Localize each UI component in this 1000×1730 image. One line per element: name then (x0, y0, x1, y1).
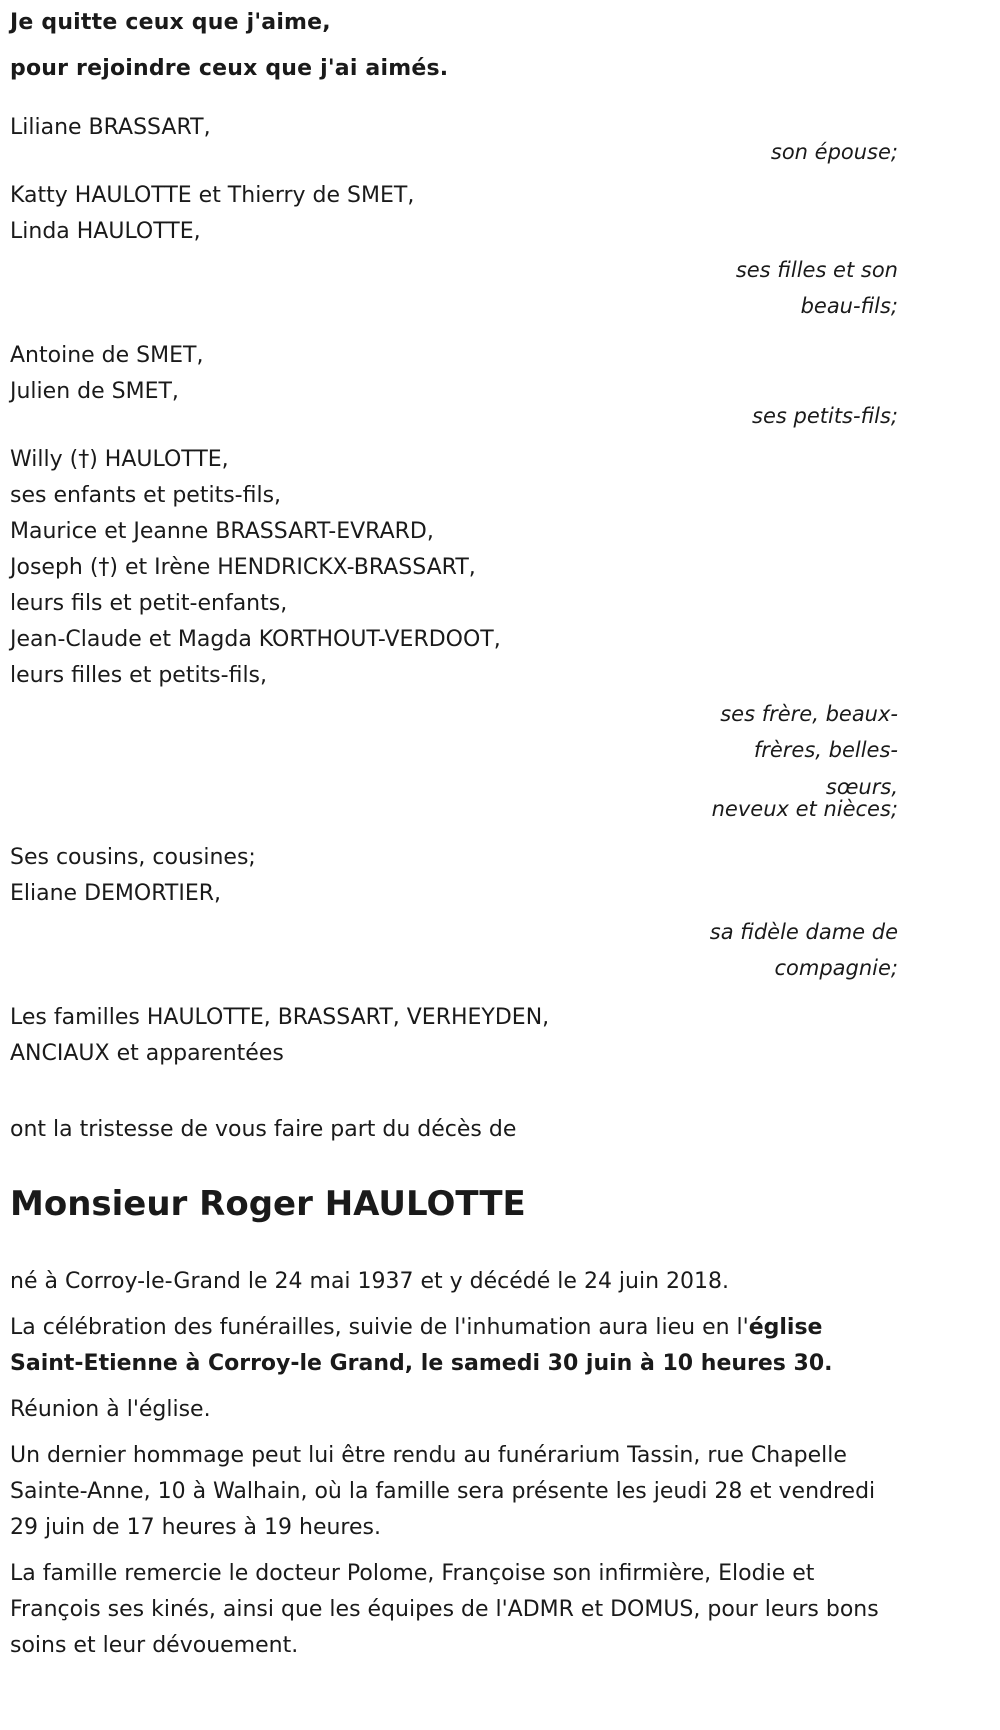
relation-label: sœurs, (825, 775, 898, 799)
epitaph-line-2: pour rejoindre ceux que j'ai aimés. (10, 56, 449, 81)
obituary-page (10, 0, 898, 1674)
family-name: Maurice et Jeanne BRASSART-EVRARD, (10, 519, 434, 544)
meeting-text: Réunion à l'église. (10, 1397, 211, 1422)
relation-label: son épouse; (770, 140, 898, 164)
family-name: Eliane DEMORTIER, (10, 881, 222, 906)
family-name: ses enfants et petits-fils, (10, 483, 282, 508)
family-name: Jean-Claude et Magda KORTHOUT-VERDOOT, (10, 627, 501, 652)
ceremony-location: église Saint-Etienne à Corroy-le Grand, le samedi 30 juin à 10 heures 30. (10, 1315, 833, 1376)
family-name: Willy (†) HAULOTTE, (10, 447, 229, 472)
relation-label: neveux et nièces; (711, 797, 898, 821)
family-name: Ses cousins, cousines; (10, 845, 256, 870)
ceremony-text (10, 1310, 898, 1382)
family-name: leurs fils et petit-enfants, (10, 591, 288, 616)
deceased-name: Monsieur Roger HAULOTTE (10, 1184, 526, 1224)
epitaph-line-1: Je quitte ceux que j'aime, (10, 10, 331, 35)
family-group-daughters (10, 178, 898, 324)
ceremony-intro: La célébration des funérailles, suivie de l'inhumation aura lieu en l' (10, 1315, 749, 1340)
family-name: leurs filles et petits-fils, (10, 663, 268, 688)
family-group-grandsons (10, 338, 898, 434)
family-name: Liliane BRASSART, (10, 115, 211, 140)
epitaph (10, 0, 898, 92)
announcement: ont la tristesse de vous faire part du décès de (10, 1117, 517, 1142)
tribute-text: Un dernier hommage peut lui être rendu au funérarium Tassin, rue Chapelle Sainte-Anne, 10 à Walhain, où la famille sera présente les jeudi 28 et vendredi 29 juin de 17 heures à 19 heures. (10, 1443, 876, 1540)
family-group-spouse (10, 110, 898, 170)
family-name: Les familles HAULOTTE, BRASSART, VERHEYDEN, (10, 1005, 550, 1030)
relation-label: sa fidèle dame de (709, 920, 898, 944)
relation-label: ses filles et son (735, 258, 898, 282)
family-name: Antoine de SMET, (10, 343, 204, 368)
family-name: Linda HAULOTTE, (10, 219, 201, 244)
relation-label: ses petits-fils; (752, 404, 898, 428)
family-group-families (10, 1000, 898, 1072)
relation-label: beau-fils; (800, 294, 898, 318)
relation-label: frères, belles- (753, 738, 898, 762)
birth-death-text: né à Corroy-le-Grand le 24 mai 1937 et y décédé le 24 juin 2018. (10, 1269, 730, 1294)
thanks-text: La famille remercie le docteur Polome, Françoise son infirmière, Elodie et François ses kinés, ainsi que les équipes de l'ADMR et DOMUS, pour leurs bons soins et leur dévouement. (10, 1561, 879, 1658)
family-name: Julien de SMET, (10, 379, 179, 404)
family-group-cousins (10, 840, 898, 986)
family-name: Joseph (†) et Irène HENDRICKX-BRASSART, (10, 555, 476, 580)
family-group-siblings (10, 442, 898, 820)
relation-label: ses frère, beaux- (720, 702, 898, 726)
family-name: ANCIAUX et apparentées (10, 1041, 284, 1066)
family-name: Katty HAULOTTE et Thierry de SMET, (10, 183, 415, 208)
relation-label: compagnie; (774, 956, 898, 980)
